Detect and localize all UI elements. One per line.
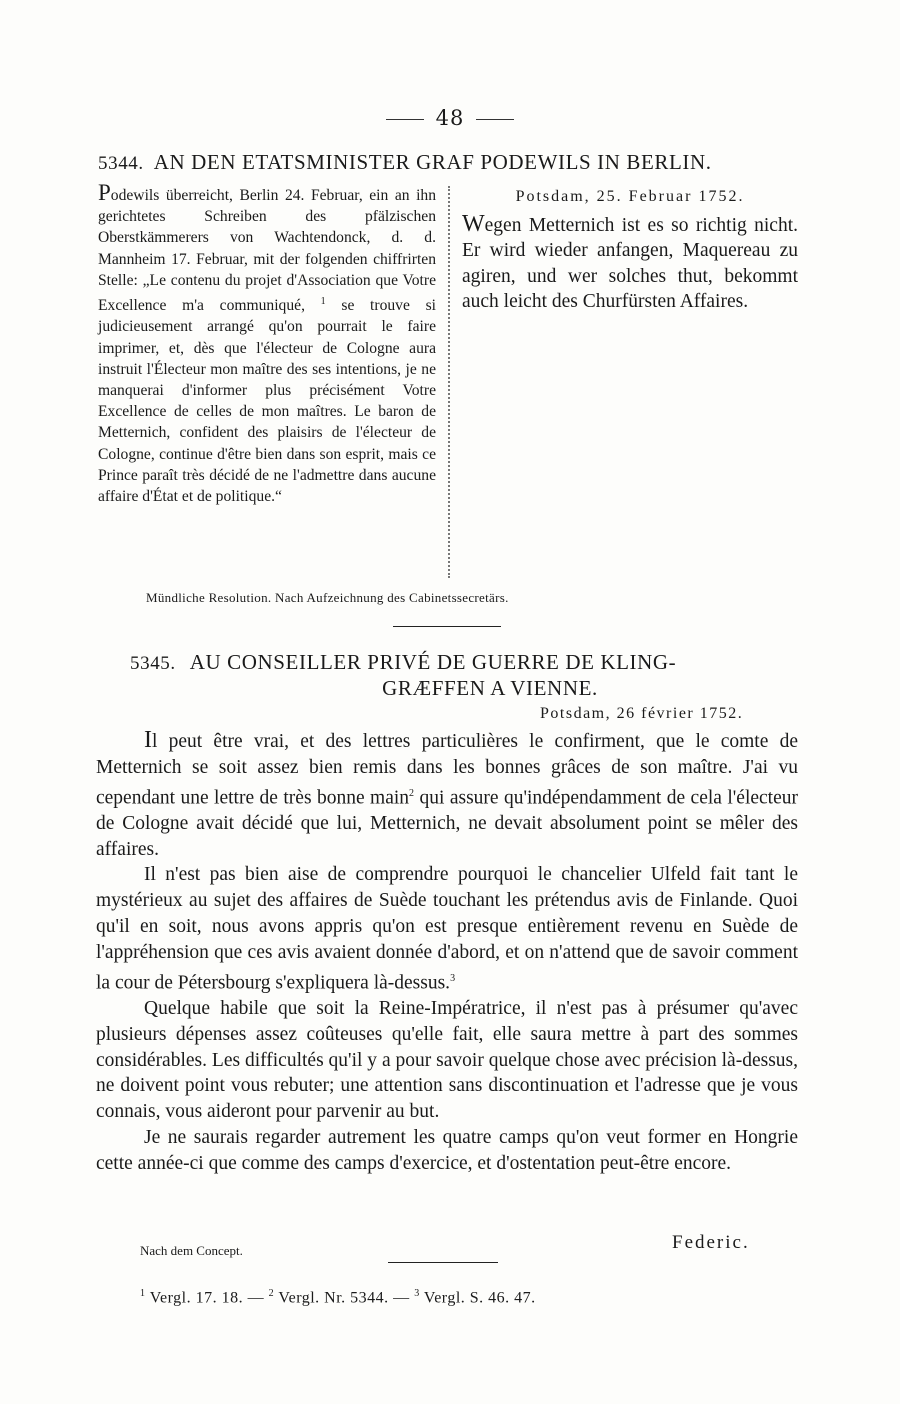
reply-text: egen Metternich ist es so richtig nicht. Er wird wieder anfangen, Maquereau zu agiren, und wer solches thut, bekommt auch leicht des Churfürsten Affaires. — [462, 214, 798, 312]
page-number-value: 48 — [435, 106, 465, 130]
section-divider — [393, 626, 501, 627]
footnote-mark: 2 — [268, 1288, 275, 1299]
page-number-dash-left — [386, 119, 424, 120]
letter-number: 5344. — [98, 153, 144, 174]
letter-title-line1: AU CONSEILLER PRIVÉ DE GUERRE DE KLING- — [189, 650, 677, 674]
dropcap: W — [462, 210, 485, 237]
source-note: Mündliche Resolution. Nach Aufzeichnung des Cabinetssecretärs. — [146, 590, 509, 605]
letter-5345-body — [96, 728, 798, 1177]
paragraph-text: l peut être vrai, et des lettres particulières le confirment, que le comte de Metternich se soit assez bien remis dans les bonnes grâces de son maître. J'ai vu cependant une lettre de très bonne main — [96, 731, 798, 809]
footnotes — [140, 1288, 536, 1307]
letter-5344-reply — [462, 184, 798, 315]
footnote-divider — [388, 1262, 498, 1263]
summary-text: odewils überreicht, Berlin 24. Februar, ein an ihn gerichtetes Schreiben des pfälzischen Oberstkämmerers von Wachtendonck, d. d. Mannheim 17. Februar, mit der folgenden chiffrirten Stelle: „Le contenu du projet d'Association que Votre Excellence m'a communiqué, — [98, 187, 436, 315]
paragraph — [96, 728, 798, 862]
footnote-3: Vergl. S. 46. 47. — [423, 1289, 536, 1307]
footnote-ref: 2 — [409, 787, 415, 799]
letter-5345-heading — [130, 650, 810, 700]
letter-5344-heading — [98, 150, 802, 175]
paragraph: Quelque habile que soit la Reine-Impératrice, il n'est pas à présumer qu'avec plusieurs dépenses assez coûteuses qu'elle fait, elle saura mettre à part des sommes considérables. Les difficultés qu'il y a pour savoir quelque chose avec précision là-dessus, ne doivent point vous rebuter; une attention sans discontinuation et l'adresse que je vous connais, vous aideront pour parvenir au but. — [96, 997, 798, 1123]
source-note: Nach dem Concept. — [140, 1243, 243, 1258]
footnote-1: Vergl. 17. 18. — — [149, 1289, 265, 1307]
footnote-ref: 3 — [450, 972, 456, 984]
letter-number: 5345. — [130, 653, 176, 674]
footnote-2: Vergl. Nr. 5344. — — [278, 1289, 410, 1307]
paragraph — [96, 862, 798, 995]
dropcap: P — [98, 180, 111, 205]
footnote-mark: 3 — [414, 1288, 420, 1299]
summary-text-cont: se trouve si judicieusement arrangé qu'on pourrait le faire imprimer, et, dès que l'électeur de Cologne aura instruit l'Électeur mon maître des ses intentions, je ne manquerai d'informer plus précisément Votre Excellence de celles de mon maîtres. Le baron de Metternich, confident des plaisirs de l'électeur de Cologne, continue d'être bien dans son esprit, mais ce Prince paraît très décidé de ne l'admettre dans aucune affaire d'État et de politique.“ — [98, 297, 436, 506]
place-date: Potsdam, 25. Februar 1752. — [515, 188, 745, 205]
page-number-dash-right — [476, 119, 514, 120]
paragraph-text-cont: qui assure qu'indépendamment de cela l'électeur de Cologne avait décidé que lui, Metternich, ne devait absolument point se mêler des affaires. — [96, 787, 798, 860]
column-divider — [448, 186, 450, 578]
place-date: Potsdam, 26 février 1752. — [540, 705, 744, 722]
paragraph-text: Il n'est pas bien aise de comprendre pourquoi le chancelier Ulfeld fait tant le mystérieux au sujet des affaires de Suède touchant les prétendus avis de Finlande. Quoi qu'il en soit, nous avons appris qu'on est presque entièrement revenu en Suède de l'appréhension que ces avis avaient donnée d'abord, et on n'attend que de savoir comment la cour de Pétersbourg s'expliquera là-dessus. — [96, 864, 798, 994]
letter-title: AN DEN ETATSMINISTER GRAF PODEWILS IN BERLIN. — [153, 150, 712, 174]
dropcap: I — [144, 727, 152, 753]
signature: Federic. — [672, 1232, 750, 1253]
footnote-ref: 1 — [320, 296, 326, 308]
letter-title-line2: GRÆFFEN A VIENNE. — [382, 676, 598, 700]
paragraph: Je ne saurais regarder autrement les quatre camps qu'on veut former en Hongrie cette année-ci que comme des camps d'exercice, et d'ostentation peut-être encore. — [96, 1126, 798, 1174]
letter-5344-summary — [98, 182, 436, 507]
footnote-mark: 1 — [140, 1288, 146, 1299]
page-number — [0, 106, 900, 130]
